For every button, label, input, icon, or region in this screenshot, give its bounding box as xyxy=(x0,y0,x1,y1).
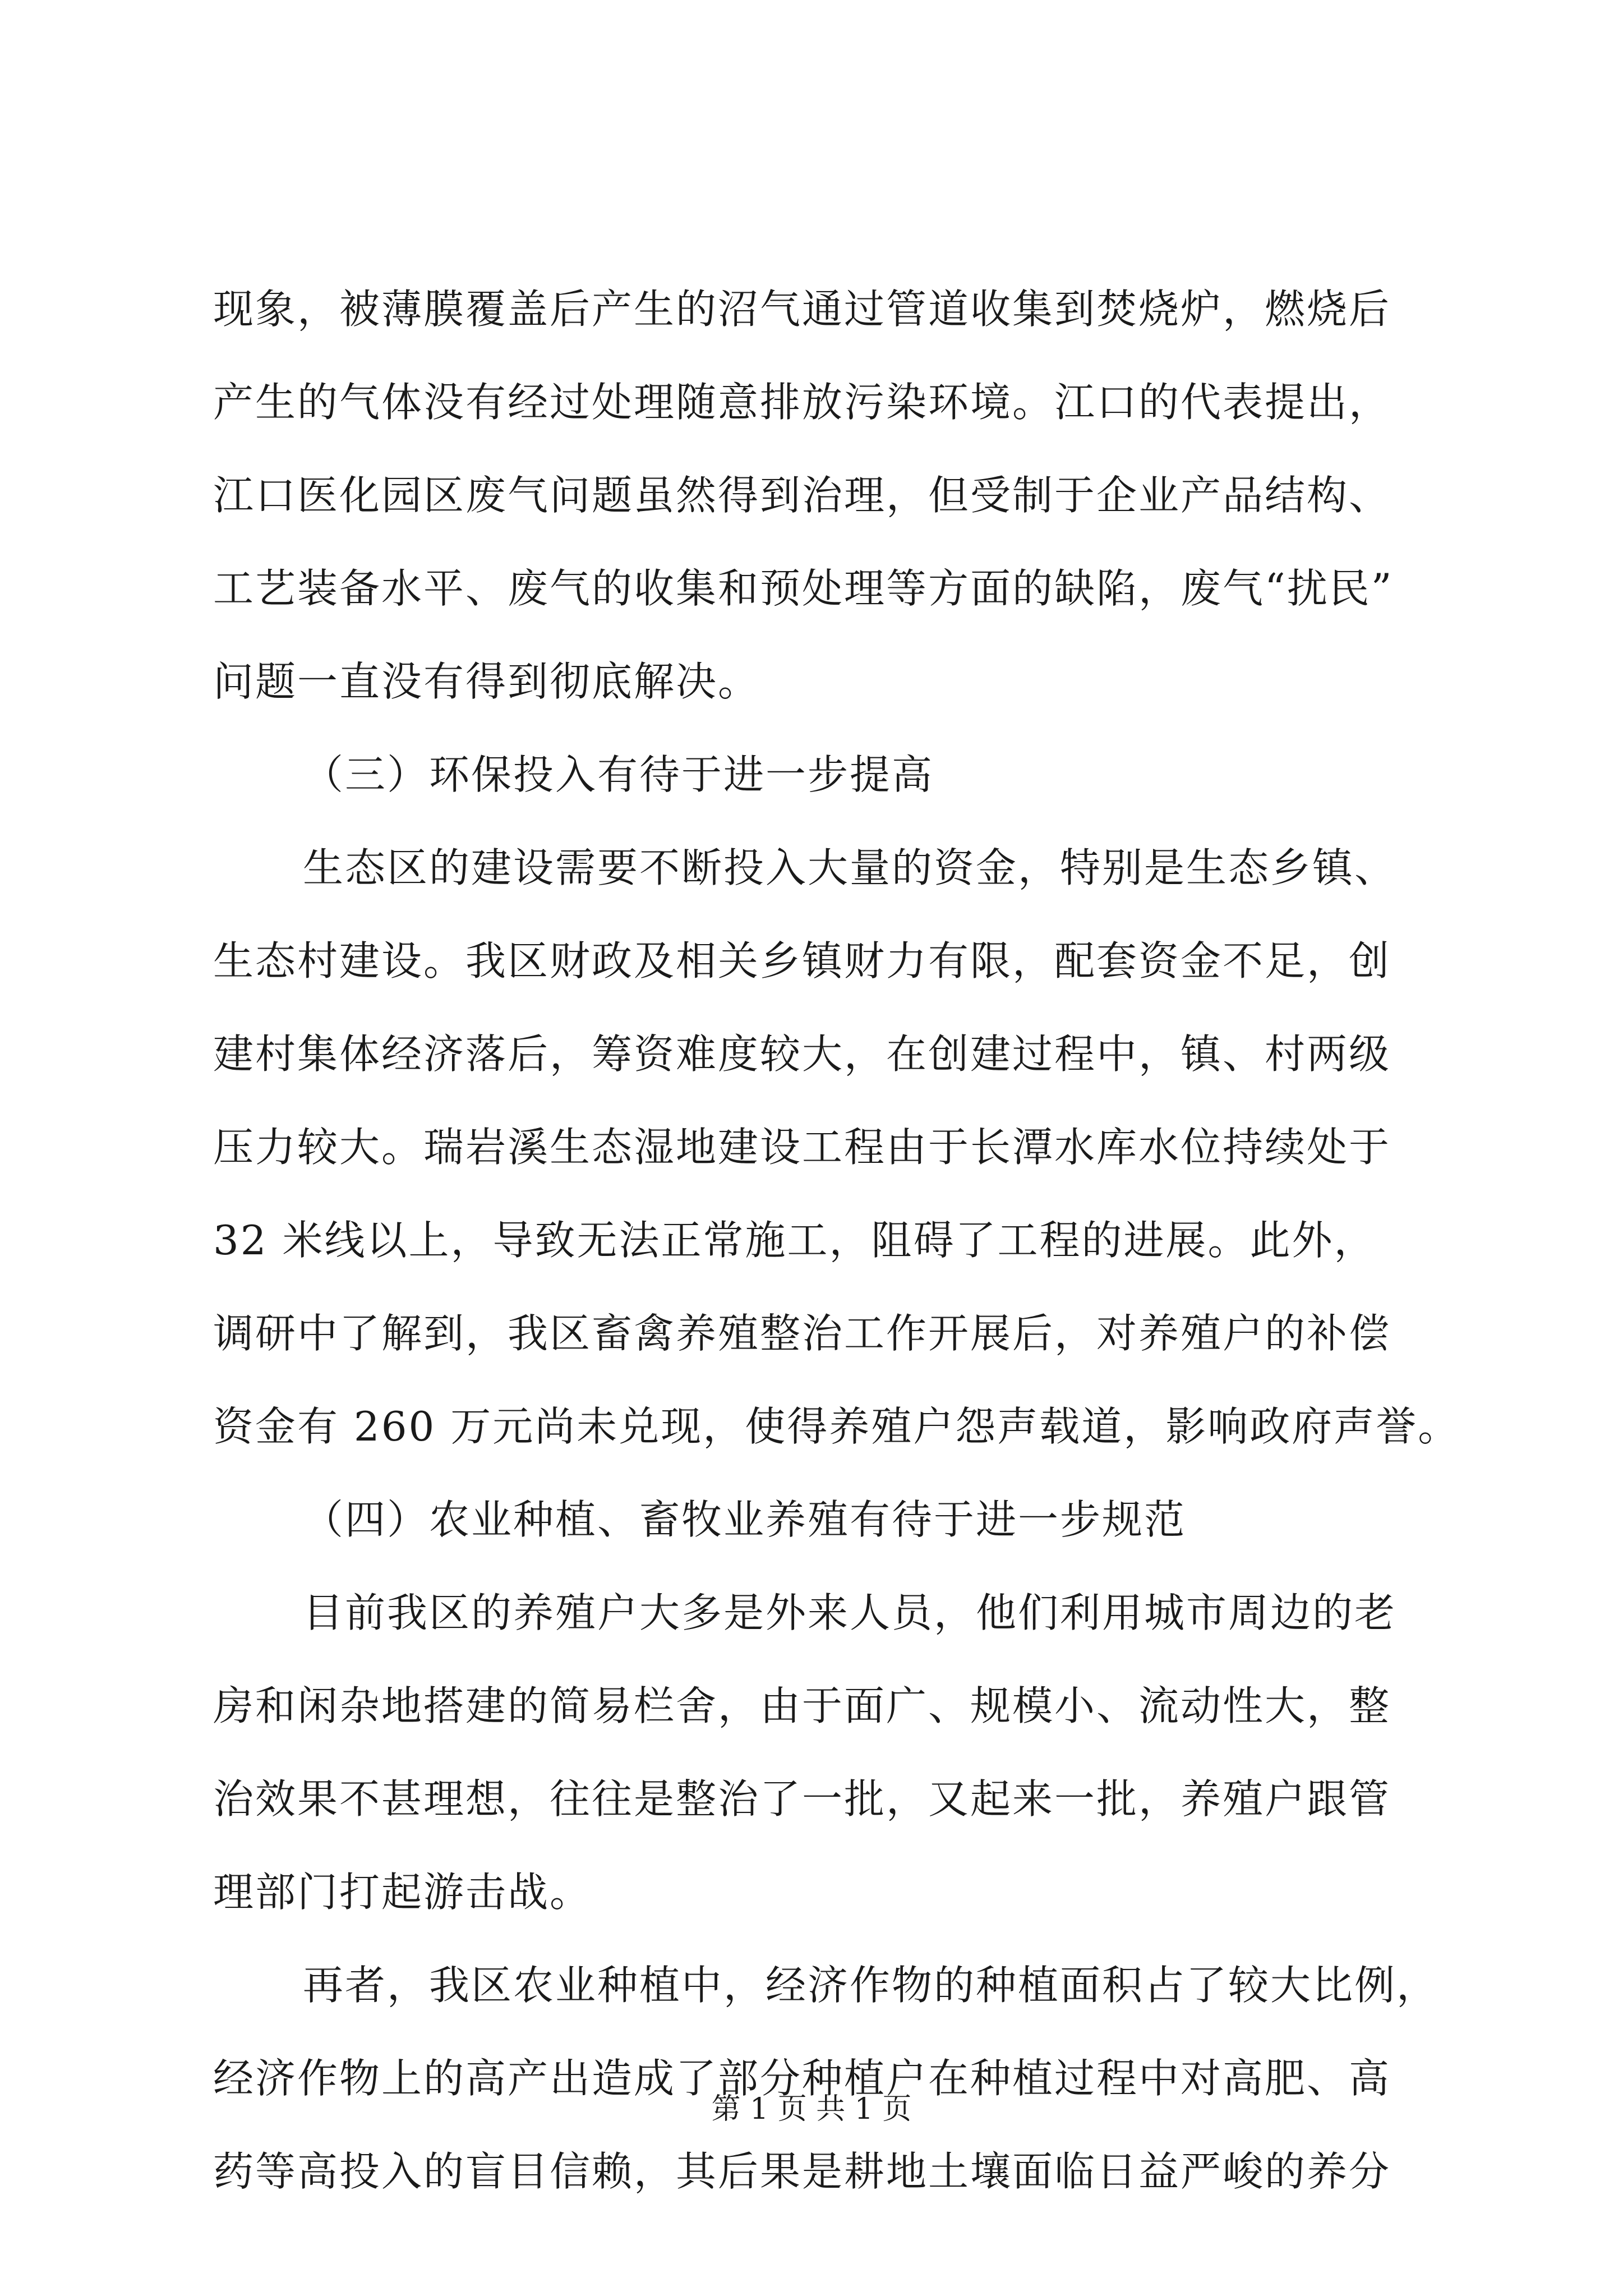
text-line: 建村集体经济落后，筹资难度较大，在创建过程中，镇、村两级 xyxy=(213,1030,1391,1078)
paragraph-first-line: 再者，我区农业种植中，经济作物的种植面积占了较大比例， xyxy=(303,1962,1439,2009)
section-heading: （三）环保投入有待于进一步提高 xyxy=(303,751,934,798)
paragraph-first-line: 目前我区的养殖户大多是外来人员，他们利用城市周边的老 xyxy=(303,1589,1397,1636)
text-line: 江口医化园区废气问题虽然得到治理，但受制于企业产品结构、 xyxy=(213,472,1391,519)
text-line: 治效果不甚理想，往往是整治了一批，又起来一批，养殖户跟管 xyxy=(213,1775,1391,1823)
text-line: 理部门打起游击战。 xyxy=(213,1869,592,1916)
paragraph-first-line: 生态区的建设需要不断投入大量的资金，特别是生态乡镇、 xyxy=(303,844,1397,891)
text-line: 工艺装备水平、废气的收集和预处理等方面的缺陷，废气“扰民” xyxy=(213,565,1394,612)
text-line: 32 米线以上，导致无法正常施工，阻碍了工程的进展。此外， xyxy=(213,1217,1376,1264)
text-line: 药等高投入的盲目信赖，其后果是耕地土壤面临日益严峻的养分 xyxy=(213,2148,1391,2195)
text-line: 调研中了解到，我区畜禽养殖整治工作开展后，对养殖户的补偿 xyxy=(213,1310,1391,1357)
page-footer xyxy=(0,2087,1623,2132)
text-line: 问题一直没有得到彻底解决。 xyxy=(213,658,760,705)
text-line: 资金有 260 万元尚未兑现，使得养殖户怨声载道，影响政府声誉。 xyxy=(213,1403,1460,1450)
document-body xyxy=(213,263,1460,2218)
text-line: 压力较大。瑞岩溪生态湿地建设工程由于长潭水库水位持续处于 xyxy=(213,1124,1391,1171)
text-line: 产生的气体没有经过处理随意排放污染环境。江口的代表提出， xyxy=(213,379,1391,426)
page-number-label: 第 1 页 共 1 页 xyxy=(711,2092,912,2126)
text-line: 生态村建设。我区财政及相关乡镇财力有限，配套资金不足，创 xyxy=(213,937,1391,984)
text-line: 经济作物上的高产出造成了部分种植户在种植过程中对高肥、高 xyxy=(213,2055,1391,2102)
text-line: 现象，被薄膜覆盖后产生的沼气通过管道收集到焚烧炉，燃烧后 xyxy=(213,286,1391,333)
section-heading: （四）农业种植、畜牧业养殖有待于进一步规范 xyxy=(303,1496,1187,1543)
text-line: 房和闲杂地搭建的简易栏舍，由于面广、规模小、流动性大，整 xyxy=(213,1682,1391,1729)
